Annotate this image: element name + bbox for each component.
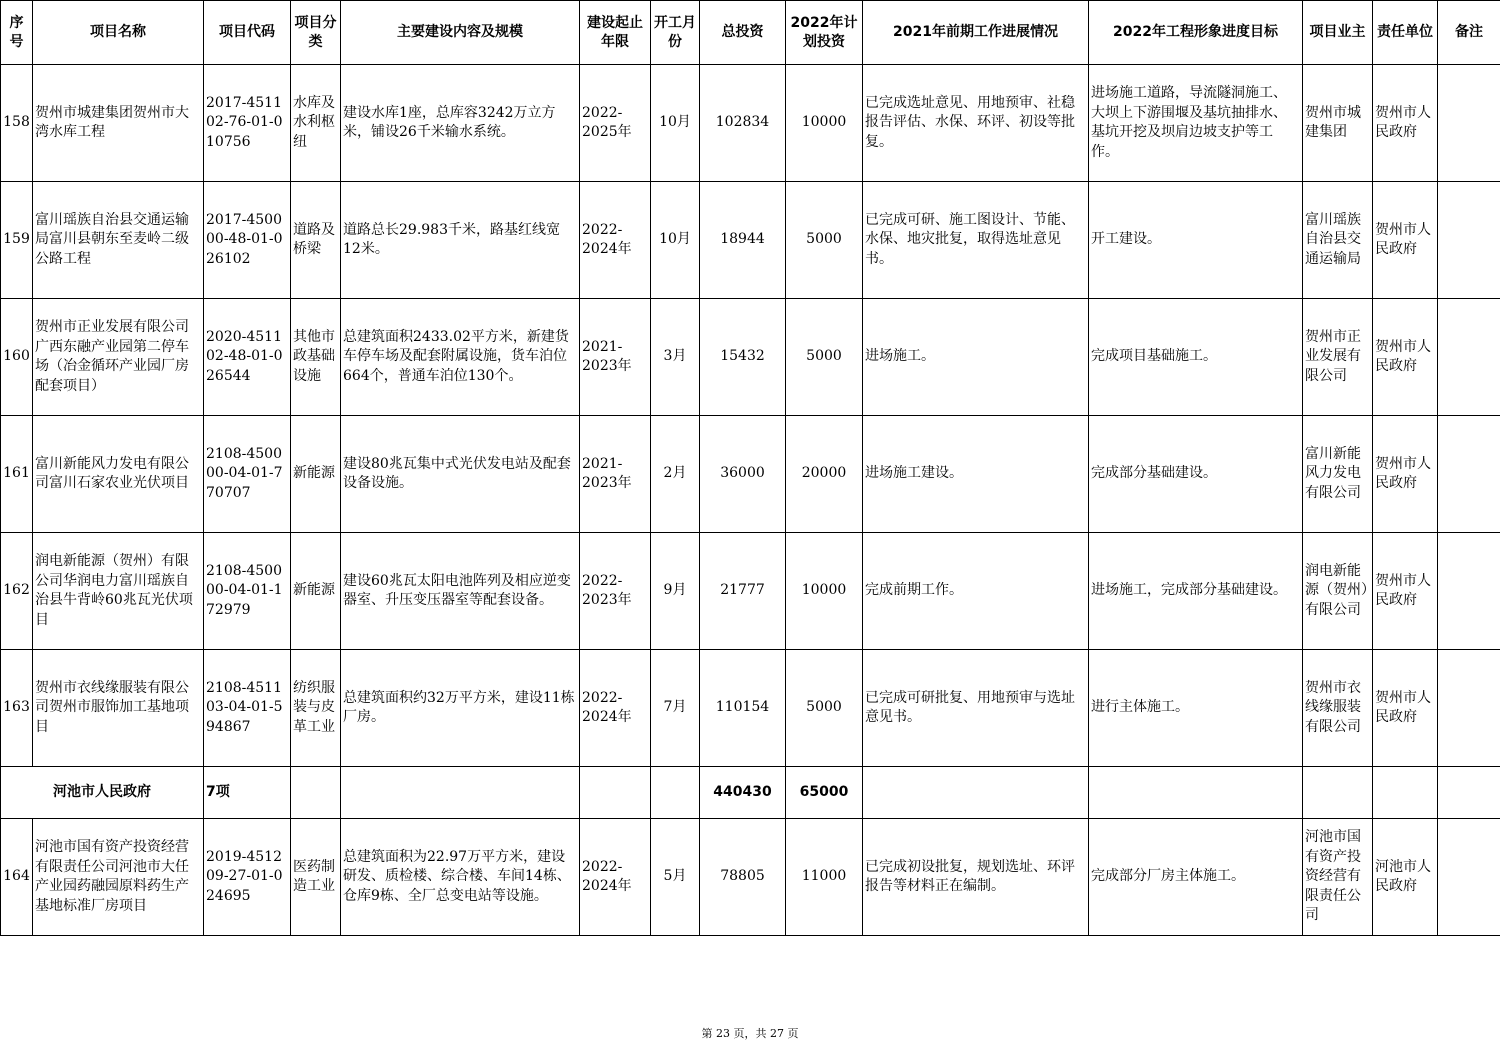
cell-seq: 162 xyxy=(1,533,33,650)
cell-category: 水库及水利枢纽 xyxy=(291,65,341,182)
cell-seq: 164 xyxy=(1,819,33,936)
group-empty-cell xyxy=(341,767,580,819)
cell-name: 富川新能风力发电有限公司富川石家农业光伏项目 xyxy=(33,416,204,533)
page-footer: 第 23 页，共 27 页 xyxy=(0,1025,1500,1041)
cell-seq: 158 xyxy=(1,65,33,182)
group-summary-row xyxy=(1,767,1500,819)
cell-content: 建设60兆瓦太阳电池阵列及相应逆变器室、升压变压器室等配套设备。 xyxy=(341,533,580,650)
cell-note xyxy=(1438,533,1500,650)
cell-category: 医药制造工业 xyxy=(291,819,341,936)
cell-target2022: 完成部分厂房主体施工。 xyxy=(1089,819,1303,936)
header-note: 备注 xyxy=(1438,1,1500,65)
cell-period: 2022-2024年 xyxy=(580,650,651,767)
cell-unit: 贺州市人民政府 xyxy=(1373,416,1438,533)
header-row xyxy=(1,1,1500,65)
cell-progress2021: 已完成选址意见、用地预审、社稳报告评估、水保、环评、初设等批复。 xyxy=(863,65,1089,182)
cell-content: 建设水库1座，总库容3242万立方米，铺设26千米输水系统。 xyxy=(341,65,580,182)
cell-month: 5月 xyxy=(651,819,700,936)
group-count: 7项 xyxy=(204,767,291,819)
cell-note xyxy=(1438,416,1500,533)
table-row xyxy=(1,65,1500,182)
cell-unit: 河池市人民政府 xyxy=(1373,819,1438,936)
cell-owner: 富川新能风力发电有限公司 xyxy=(1303,416,1373,533)
cell-total: 21777 xyxy=(700,533,786,650)
header-month: 开工月份 xyxy=(651,1,700,65)
cell-code: 2017-451102-76-01-010756 xyxy=(204,65,291,182)
cell-note xyxy=(1438,819,1500,936)
cell-unit: 贺州市人民政府 xyxy=(1373,182,1438,299)
table-row xyxy=(1,650,1500,767)
table-row xyxy=(1,533,1500,650)
group-empty-cell xyxy=(651,767,700,819)
cell-category: 纺织服装与皮革工业 xyxy=(291,650,341,767)
cell-total: 15432 xyxy=(700,299,786,416)
cell-code: 2108-451103-04-01-594867 xyxy=(204,650,291,767)
cell-progress2021: 已完成初设批复，规划选址、环评报告等材料正在编制。 xyxy=(863,819,1089,936)
cell-category: 道路及桥梁 xyxy=(291,182,341,299)
cell-content: 道路总长29.983千米，路基红线宽12米。 xyxy=(341,182,580,299)
header-progress2021: 2021年前期工作进展情况 xyxy=(863,1,1089,65)
cell-plan2022: 20000 xyxy=(786,416,863,533)
cell-unit: 贺州市人民政府 xyxy=(1373,533,1438,650)
cell-code: 2019-451209-27-01-024695 xyxy=(204,819,291,936)
header-name: 项目名称 xyxy=(33,1,204,65)
cell-total: 36000 xyxy=(700,416,786,533)
cell-target2022: 进场施工道路，导流隧洞施工、大坝上下游围堰及基坑抽排水、基坑开挖及坝肩边坡支护等工作。 xyxy=(1089,65,1303,182)
header-unit: 责任单位 xyxy=(1373,1,1438,65)
cell-name: 河池市国有资产投资经营有限责任公司河池市大任产业园药融园原料药生产基地标准厂房项目 xyxy=(33,819,204,936)
group-empty-cell xyxy=(1438,767,1500,819)
cell-category: 新能源 xyxy=(291,416,341,533)
header-content: 主要建设内容及规模 xyxy=(341,1,580,65)
cell-code: 2017-450000-48-01-026102 xyxy=(204,182,291,299)
cell-seq: 159 xyxy=(1,182,33,299)
cell-code: 2020-451102-48-01-026544 xyxy=(204,299,291,416)
cell-unit: 贺州市人民政府 xyxy=(1373,299,1438,416)
cell-content: 总建筑面积为22.97万平方米，建设研发、质检楼、综合楼、车间14栋、仓库9栋、全厂总变电站等设施。 xyxy=(341,819,580,936)
cell-name: 富川瑶族自治县交通运输局富川县朝东至麦岭二级公路工程 xyxy=(33,182,204,299)
cell-period: 2021-2023年 xyxy=(580,299,651,416)
cell-category: 新能源 xyxy=(291,533,341,650)
cell-plan2022: 11000 xyxy=(786,819,863,936)
cell-progress2021: 进场施工。 xyxy=(863,299,1089,416)
header-code: 项目代码 xyxy=(204,1,291,65)
group-plan2022: 65000 xyxy=(786,767,863,819)
cell-name: 贺州市正业发展有限公司广西东融产业园第二停车场（冶金循环产业园厂房配套项目） xyxy=(33,299,204,416)
cell-seq: 161 xyxy=(1,416,33,533)
cell-month: 10月 xyxy=(651,65,700,182)
cell-progress2021: 已完成可研、施工图设计、节能、水保、地灾批复，取得选址意见书。 xyxy=(863,182,1089,299)
cell-seq: 160 xyxy=(1,299,33,416)
cell-period: 2022-2024年 xyxy=(580,182,651,299)
group-empty-cell xyxy=(1373,767,1438,819)
cell-month: 7月 xyxy=(651,650,700,767)
group-empty-cell xyxy=(580,767,651,819)
cell-code: 2108-450000-04-01-770707 xyxy=(204,416,291,533)
table-row xyxy=(1,819,1500,936)
cell-owner: 富川瑶族自治县交通运输局 xyxy=(1303,182,1373,299)
group-empty-cell xyxy=(1303,767,1373,819)
cell-plan2022: 5000 xyxy=(786,299,863,416)
header-total: 总投资 xyxy=(700,1,786,65)
cell-period: 2022-2025年 xyxy=(580,65,651,182)
group-empty-cell xyxy=(291,767,341,819)
cell-plan2022: 10000 xyxy=(786,533,863,650)
cell-month: 10月 xyxy=(651,182,700,299)
cell-owner: 贺州市正业发展有限公司 xyxy=(1303,299,1373,416)
cell-target2022: 完成部分基础建设。 xyxy=(1089,416,1303,533)
cell-total: 18944 xyxy=(700,182,786,299)
group-name: 河池市人民政府 xyxy=(1,767,204,819)
header-period: 建设起止年限 xyxy=(580,1,651,65)
header-plan2022: 2022年计划投资 xyxy=(786,1,863,65)
group-total: 440430 xyxy=(700,767,786,819)
cell-month: 3月 xyxy=(651,299,700,416)
cell-content: 建设80兆瓦集中式光伏发电站及配套设备设施。 xyxy=(341,416,580,533)
cell-unit: 贺州市人民政府 xyxy=(1373,650,1438,767)
cell-progress2021: 已完成可研批复、用地预审与选址意见书。 xyxy=(863,650,1089,767)
group-empty-cell xyxy=(1089,767,1303,819)
cell-seq: 163 xyxy=(1,650,33,767)
cell-content: 总建筑面积约32万平方米，建设11栋厂房。 xyxy=(341,650,580,767)
cell-note xyxy=(1438,299,1500,416)
cell-code: 2108-450000-04-01-172979 xyxy=(204,533,291,650)
cell-owner: 贺州市城建集团 xyxy=(1303,65,1373,182)
cell-content: 总建筑面积2433.02平方米，新建货车停车场及配套附属设施，货车泊位664个，普通车泊位130个。 xyxy=(341,299,580,416)
cell-note xyxy=(1438,182,1500,299)
cell-period: 2022-2023年 xyxy=(580,533,651,650)
cell-name: 贺州市衣线缘服装有限公司贺州市服饰加工基地项目 xyxy=(33,650,204,767)
header-target2022: 2022年工程形象进度目标 xyxy=(1089,1,1303,65)
cell-note xyxy=(1438,65,1500,182)
cell-month: 2月 xyxy=(651,416,700,533)
cell-progress2021: 完成前期工作。 xyxy=(863,533,1089,650)
group-empty-cell xyxy=(863,767,1089,819)
cell-target2022: 开工建设。 xyxy=(1089,182,1303,299)
cell-target2022: 完成项目基础施工。 xyxy=(1089,299,1303,416)
cell-total: 78805 xyxy=(700,819,786,936)
table-row xyxy=(1,182,1500,299)
cell-month: 9月 xyxy=(651,533,700,650)
cell-period: 2022-2024年 xyxy=(580,819,651,936)
header-category: 项目分类 xyxy=(291,1,341,65)
cell-owner: 贺州市衣线缘服装有限公司 xyxy=(1303,650,1373,767)
cell-plan2022: 10000 xyxy=(786,65,863,182)
cell-category: 其他市政基础设施 xyxy=(291,299,341,416)
cell-total: 110154 xyxy=(700,650,786,767)
header-seq: 序号 xyxy=(1,1,33,65)
table-row xyxy=(1,416,1500,533)
cell-unit: 贺州市人民政府 xyxy=(1373,65,1438,182)
cell-total: 102834 xyxy=(700,65,786,182)
cell-plan2022: 5000 xyxy=(786,182,863,299)
cell-plan2022: 5000 xyxy=(786,650,863,767)
header-owner: 项目业主 xyxy=(1303,1,1373,65)
cell-period: 2021-2023年 xyxy=(580,416,651,533)
cell-name: 润电新能源（贺州）有限公司华润电力富川瑶族自治县牛背岭60兆瓦光伏项目 xyxy=(33,533,204,650)
cell-owner: 河池市国有资产投资经营有限责任公司 xyxy=(1303,819,1373,936)
cell-target2022: 进行主体施工。 xyxy=(1089,650,1303,767)
cell-owner: 润电新能源（贺州）有限公司 xyxy=(1303,533,1373,650)
cell-name: 贺州市城建集团贺州市大湾水库工程 xyxy=(33,65,204,182)
cell-progress2021: 进场施工建设。 xyxy=(863,416,1089,533)
table-row xyxy=(1,299,1500,416)
cell-note xyxy=(1438,650,1500,767)
cell-target2022: 进场施工，完成部分基础建设。 xyxy=(1089,533,1303,650)
